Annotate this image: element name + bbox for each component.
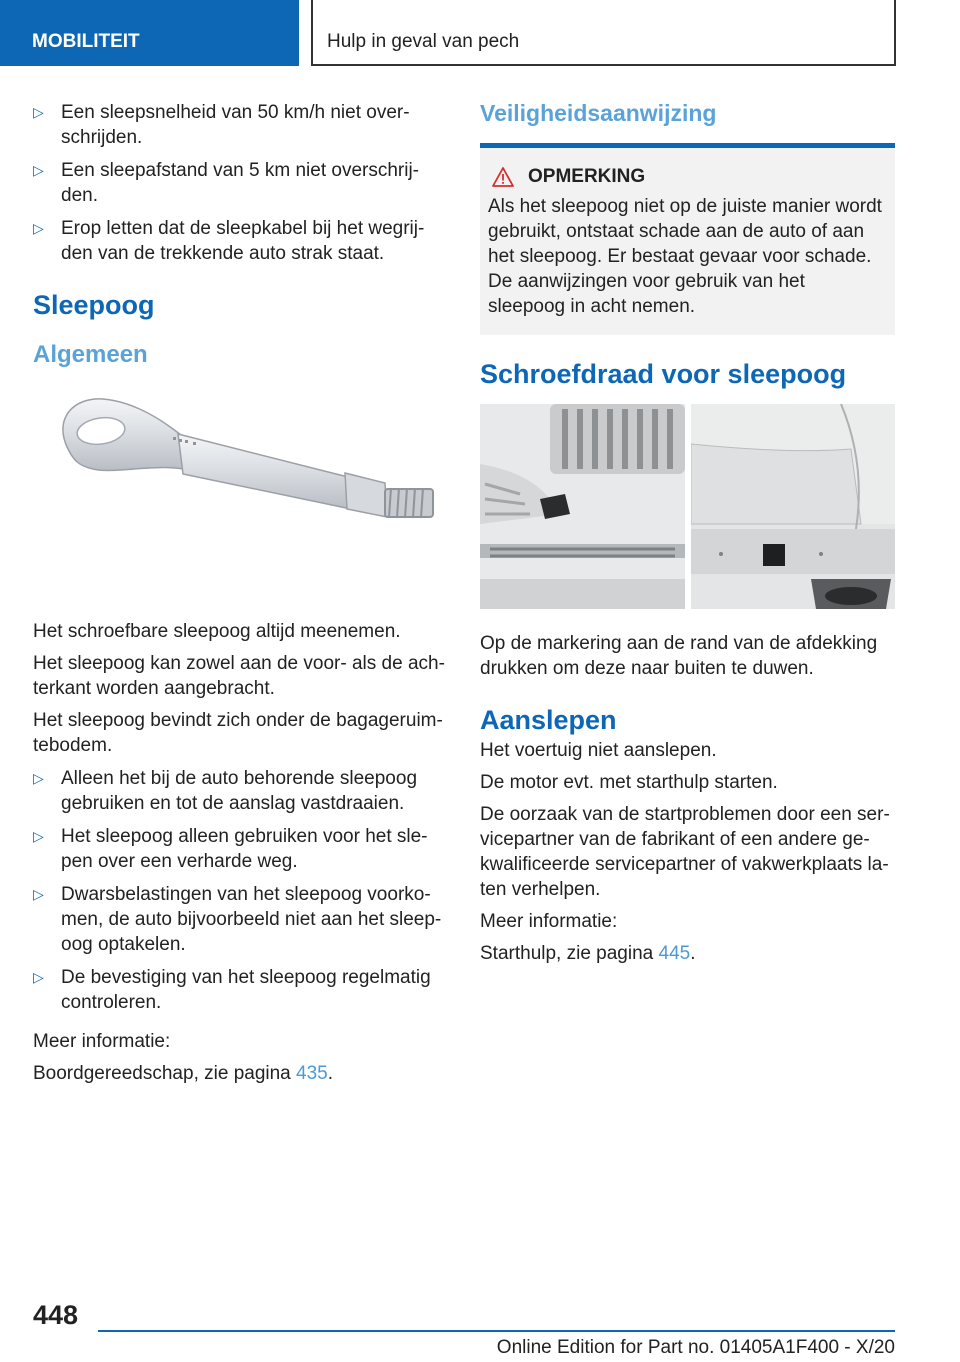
- list-item: ▷ Alleen het bij de auto behorende sleepoog gebruiken en tot de aanslag vastdraaien.: [33, 768, 418, 814]
- top-bullet-list: [33, 100, 448, 266]
- triangle-bullet-icon: ▷: [33, 886, 44, 902]
- list-item: ▷ De bevestiging van het sleepoog regelmatig controleren.: [33, 967, 431, 1013]
- warning-icon: [492, 167, 514, 187]
- paragraph: De oorzaak van de startproblemen door een ser-vicepartner van de fabrikant of een andere ge-kwalificeerde servicepartner of vakwerkplaats la-ten verhelpen.: [480, 804, 890, 900]
- list-item: ▷ Een sleepsnelheid van 50 km/h niet over-schrijden.: [33, 102, 410, 148]
- left-column: [33, 100, 448, 1093]
- triangle-bullet-icon: ▷: [33, 104, 44, 120]
- rear-bumper-photo: [691, 404, 895, 609]
- safety-heading: Veiligheidsaanwijzing: [480, 100, 717, 126]
- triangle-bullet-icon: ▷: [33, 162, 44, 178]
- section-heading-sleepoog: Sleepoog: [33, 290, 155, 320]
- front-bumper-photo: [480, 404, 685, 609]
- paragraph: Het sleepoog bevindt zich onder de bagageruim-tebodem.: [33, 710, 443, 756]
- more-info-label: Meer informatie:: [33, 1031, 171, 1052]
- tow-hook-image: [33, 369, 448, 619]
- thread-paragraph: Op de markering aan de rand van de afdekking drukken om deze naar buiten te duwen.: [480, 633, 878, 679]
- triangle-bullet-icon: ▷: [33, 828, 44, 844]
- section-heading-schroefdraad: Schroefdraad voor sleepoog: [480, 359, 847, 389]
- page-reference: Boordgereedschap, zie pagina 435.: [33, 1063, 334, 1084]
- tow-hook-illustration: [33, 369, 448, 619]
- page-link[interactable]: 435: [296, 1063, 328, 1084]
- triangle-bullet-icon: ▷: [33, 770, 44, 786]
- subheading-algemeen: Algemeen: [33, 341, 148, 368]
- page-number: 448: [33, 1300, 79, 1330]
- notice-box: [480, 148, 895, 335]
- footer-rule: [98, 1330, 895, 1332]
- paragraph: Meer informatie:: [480, 911, 618, 932]
- notice-title: OPMERKING: [488, 166, 887, 188]
- notice-text: Als het sleepoog niet op de juiste manier wordt gebruikt, ontstaat schade aan de auto of aan het sleepoog. Er bestaat gevaar voor schade. De aanwijzingen voor gebruik van het sleepoog in acht nemen.: [488, 196, 882, 317]
- triangle-bullet-icon: ▷: [33, 969, 44, 985]
- list-item: ▷ Een sleepafstand van 5 km niet overschrij-den.: [33, 160, 420, 206]
- right-column: [480, 100, 895, 973]
- paragraph: Het sleepoog kan zowel aan de voor- als de ach-terkant worden aangebracht.: [33, 653, 445, 699]
- edition-footer: Online Edition for Part no. 01405A1F400 - X/20: [496, 1337, 895, 1358]
- paragraph: Het voertuig niet aanslepen.: [480, 740, 717, 761]
- section-heading-aanslepen: Aanslepen: [480, 705, 617, 735]
- paragraph: Het schroefbare sleepoog altijd meenemen.: [33, 621, 401, 642]
- section-label: MOBILITEIT: [32, 31, 140, 52]
- triangle-bullet-icon: ▷: [33, 220, 44, 236]
- list-item: ▷ Dwarsbelastingen van het sleepoog voorko-men, de auto bijvoorbeeld niet aan het sleep-oog optakelen.: [33, 884, 442, 955]
- chapter-title-box: [311, 0, 896, 66]
- list-item: ▷ Het sleepoog alleen gebruiken voor het sle-pen over een verharde weg.: [33, 826, 428, 872]
- chapter-title: Hulp in geval van pech: [327, 31, 520, 52]
- section-tab: [0, 0, 299, 66]
- page-reference: Starthulp, zie pagina 445.: [480, 943, 696, 964]
- paragraph: De motor evt. met starthulp starten.: [480, 772, 778, 793]
- page-link[interactable]: 445: [658, 943, 691, 964]
- list-item: ▷ Erop letten dat de sleepkabel bij het wegrij-den van de trekkende auto strak staat.: [33, 218, 425, 264]
- bullet-list: [33, 766, 448, 1015]
- bumper-images: [480, 404, 895, 609]
